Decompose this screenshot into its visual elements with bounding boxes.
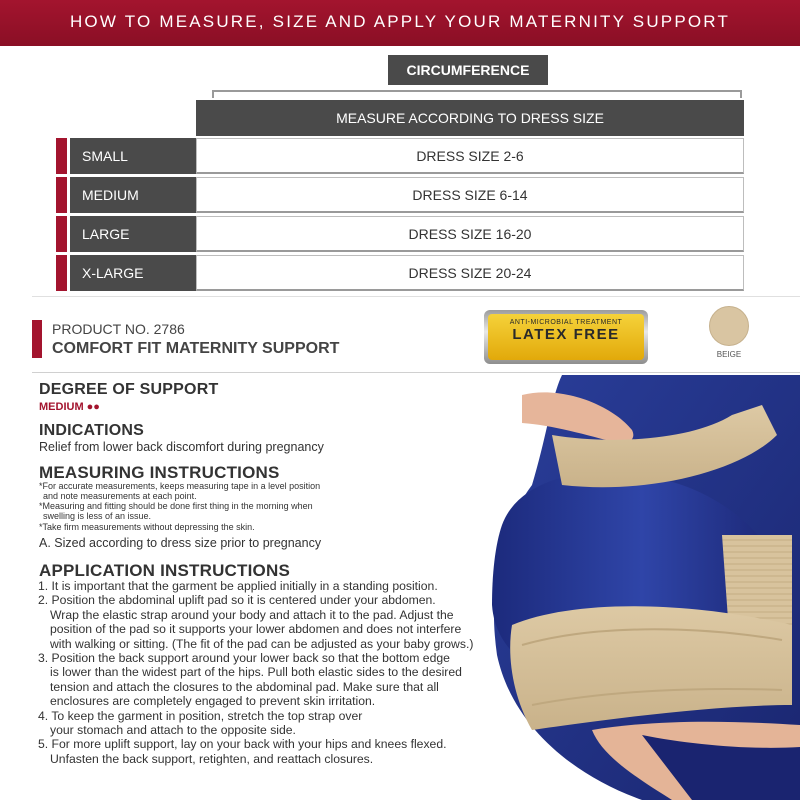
measuring-note: *Take firm measurements without depressing the skin. [39,522,255,532]
application-line: Unfasten the back support, retighten, and reattach closures. [50,751,374,766]
page-banner: HOW TO MEASURE, SIZE AND APPLY YOUR MATERNITY SUPPORT [0,0,800,46]
size-column-header: MEASURE ACCORDING TO DRESS SIZE [196,100,744,136]
application-line: with walking or sitting. (The fit of the pad can be adjusted as your baby grows.) [50,636,474,651]
application-line: position of the pad so it supports your lower abdomen and does not interfere [50,622,462,637]
product-photo [492,375,800,800]
indications-text: Relief from lower back discomfort during pregnancy [39,440,324,454]
row-accent [56,216,67,252]
application-steps [38,579,473,766]
application-line: 2. Position the abdominal uplift pad so it is centered under your abdomen. [38,593,436,608]
size-name: MEDIUM [70,177,250,213]
application-line: 4. To keep the garment in position, stretch the top strap over [38,708,363,723]
application-heading: APPLICATION INSTRUCTIONS [39,561,290,580]
size-name: X-LARGE [70,255,250,291]
measuring-note: *Measuring and fitting should be done first thing in the morning when [39,501,313,511]
application-line: tension and attach the closures to the abdominal pad. Make sure that all [50,679,439,694]
application-line: Wrap the elastic strap around your body and attach it to the pad. Adjust the [50,607,454,622]
size-row-large [56,216,746,252]
application-line: is lower than the widest part of the hips. Pull both elastic sides to the desired [50,665,462,680]
color-swatch-label: BEIGE [716,350,742,359]
measuring-heading: MEASURING INSTRUCTIONS [39,463,280,482]
color-swatch-beige[interactable] [709,306,749,346]
product-accent-bar [32,320,42,358]
measuring-note: and note measurements at each point. [43,491,197,501]
product-number: PRODUCT NO. 2786 [52,321,185,337]
latex-badge-face [488,314,644,360]
application-line: enclosures are completely engaged to prevent skin irritation. [50,694,376,709]
circumference-bracket [212,90,742,98]
circumference-label: CIRCUMFERENCE [388,55,548,85]
indications-heading: INDICATIONS [39,422,145,439]
size-row-medium [56,177,746,213]
size-name: SMALL [70,138,250,174]
support-level: MEDIUM ●● [39,401,100,413]
support-heading: DEGREE OF SUPPORT [39,381,219,398]
application-line: 3. Position the back support around your lower back so that the bottom edge [38,651,450,666]
dress-size-value: DRESS SIZE 16-20 [196,216,744,252]
size-row-xlarge [56,255,746,291]
section-divider [32,296,800,297]
application-line: your stomach and attach to the opposite side. [50,723,296,738]
section-divider [32,372,800,373]
dress-size-value: DRESS SIZE 20-24 [196,255,744,291]
badge-subtitle: ANTI-MICROBIAL TREATMENT [509,319,623,326]
measuring-note: swelling is less of an issue. [43,511,152,521]
application-line: 1. It is important that the garment be applied initially in a standing position. [38,579,438,593]
badge-title: LATEX FREE [512,326,620,343]
dress-size-value: DRESS SIZE 2-6 [196,138,744,174]
row-accent [56,255,67,291]
product-name: COMFORT FIT MATERNITY SUPPORT [52,340,340,357]
latex-free-badge [484,310,648,364]
size-row-small [56,138,746,174]
measuring-step-a: A. Sized according to dress size prior to pregnancy [39,536,322,550]
row-accent [56,177,67,213]
measuring-note: *For accurate measurements, keeps measuring tape in a level position [39,481,321,491]
size-name: LARGE [70,216,250,252]
dress-size-value: DRESS SIZE 6-14 [196,177,744,213]
row-accent [56,138,67,174]
application-line: 5. For more uplift support, lay on your back with your hips and knees flexed. [38,737,447,752]
